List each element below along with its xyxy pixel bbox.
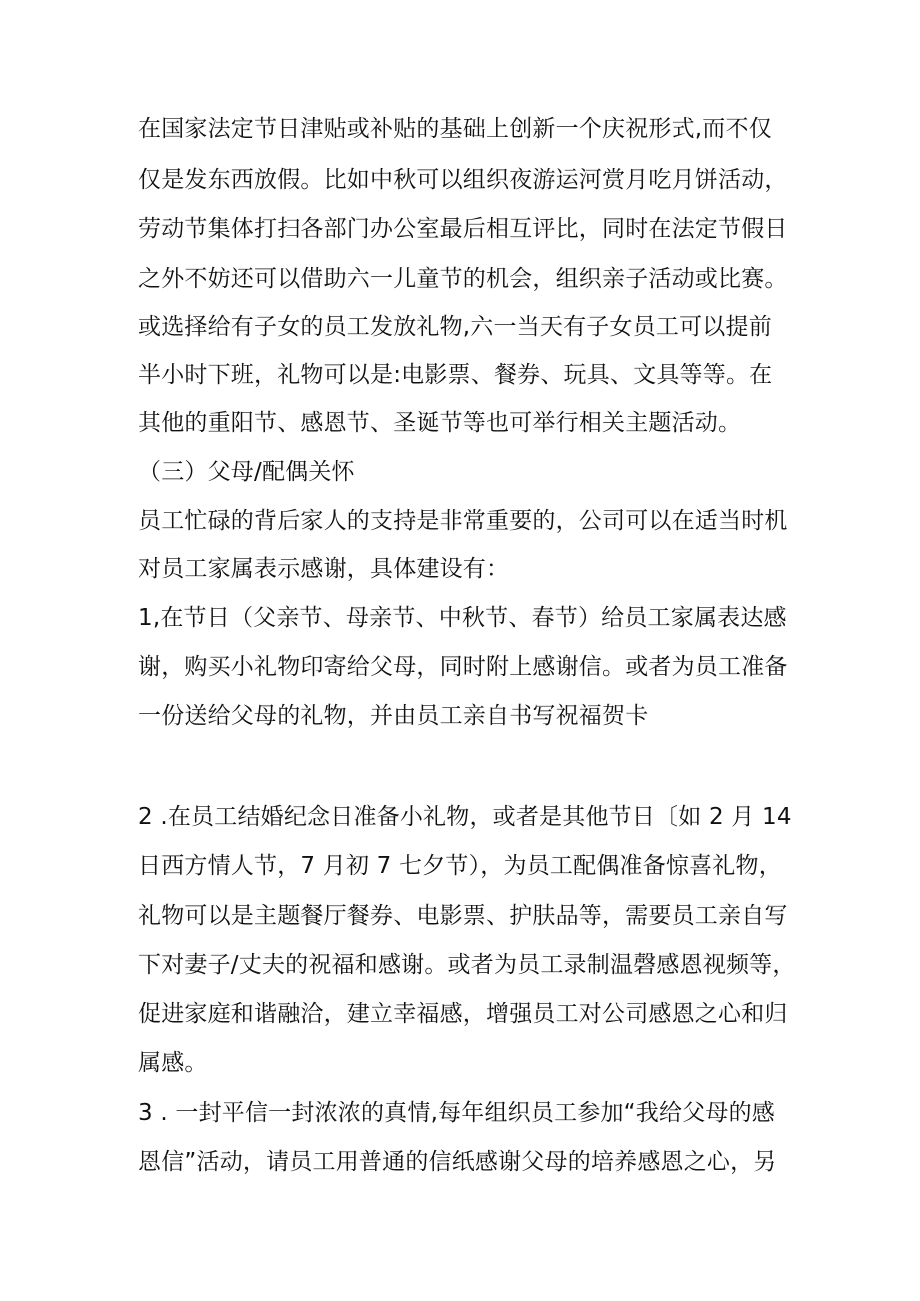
text-line: 劳动节集体打扫各部门办公室最后相互评比，同时在法定节假日	[138, 216, 788, 242]
text-line: 礼物可以是主题餐厅餐券、电影票、护肤品等，需要员工亲自写	[138, 903, 788, 929]
text-line: 促进家庭和谐融洽，建立幸福感，增强员工对公司感恩之心和归	[138, 1001, 788, 1027]
text-line: 之外不妨还可以借助六一儿童节的机会，组织亲子活动或比赛。	[138, 266, 788, 292]
text-line: 对员工家属表示感谢，具体建设有：	[138, 556, 510, 582]
text-line: 一份送给父母的礼物，并由员工亲自书写祝福贺卡	[138, 703, 649, 729]
text-line: 3 . 一封平信一封浓浓的真情,每年组织员工参加“我给父母的感	[138, 1100, 775, 1126]
text-line: 下对妻子/丈夫的祝福和感谢。或者为员工录制温磬感恩视频等，	[138, 952, 796, 978]
text-line: 仅是发东西放假。比如中秋可以组织夜游运河赏月吃月饼活动，	[138, 167, 788, 193]
text-line: 恩信”活动，请员工用普通的信纸感谢父母的培养感恩之心，另	[138, 1149, 777, 1175]
text-line: 谢，购买小礼物印寄给父母，同时附上感谢信。或者为员工准备	[138, 654, 788, 680]
text-line: 其他的重阳节、感恩节、圣诞节等也可举行相关主题活动。	[138, 410, 742, 436]
text-line: 日西方情人节，7 月初 7 七夕节），为员工配偶准备惊喜礼物，	[138, 853, 782, 879]
text-line: 员工忙碌的背后家人的支持是非常重要的，公司可以在适当时机	[138, 508, 788, 534]
text-line: 属感。	[138, 1050, 208, 1076]
text-line: 半小时下班，礼物可以是:电影票、餐券、玩具、文具等等。在	[138, 362, 773, 388]
text-line: 2 .在员工结婚纪念日准备小礼物，或者是其他节日〔如 2 月 14	[138, 804, 792, 830]
text-line: 或选择给有子女的员工发放礼物,六一当天有子女员工可以提前	[138, 314, 772, 340]
text-line: 在国家法定节日津贴或补贴的基础上创新一个庆祝形式,而不仅	[138, 116, 772, 142]
text-line: 1,在节日（父亲节、母亲节、中秋节、春节）给员工家属表达感	[138, 605, 787, 631]
section-heading: （三）父母/配偶关怀	[138, 459, 355, 485]
